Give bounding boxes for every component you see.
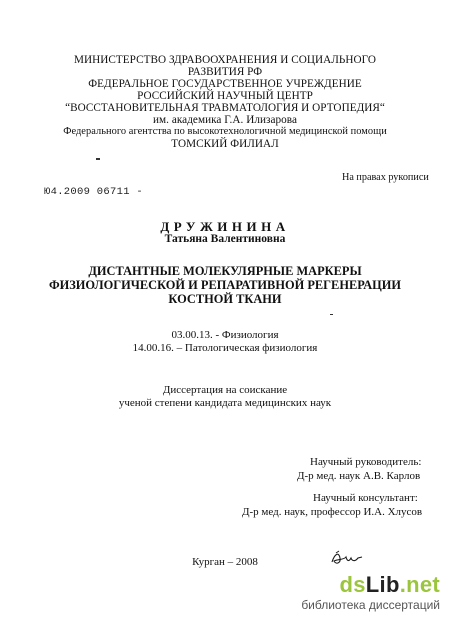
- manuscript-rights-note: На правах рукописи: [342, 172, 429, 183]
- scan-mark: [330, 314, 333, 315]
- city-year: Курган – 2008: [192, 556, 258, 568]
- branch-line: ТОМСКИЙ ФИЛИАЛ: [171, 138, 279, 150]
- institution-line-3: “ВОССТАНОВИТЕЛЬНАЯ ТРАВМАТОЛОГИЯ И ОРТОПЕДИЯ“: [65, 102, 385, 114]
- supervisor-name: Д-р мед. наук А.В. Карлов: [297, 470, 421, 482]
- institution-line-2: РОССИЙСКИЙ НАУЧНЫЙ ЦЕНТР: [137, 90, 313, 102]
- institution-line-1: ФЕДЕРАЛЬНОЕ ГОСУДАРСТВЕННОЕ УЧРЕЖДЕНИЕ: [88, 78, 362, 90]
- dissertation-title: [0, 264, 450, 306]
- title-line-3: КОСТНОЙ ТКАНИ: [168, 292, 282, 306]
- author-surname: ДРУЖИНИНА: [160, 219, 290, 234]
- logo-part-net: .net: [399, 572, 440, 597]
- dslib-logo: [301, 574, 440, 596]
- scan-mark: [96, 158, 100, 160]
- logo-part-lib: Lib: [365, 572, 400, 597]
- specialty-2: 14.00.16. – Патологическая физиология: [132, 342, 318, 354]
- ministry-line-2: РАЗВИТИЯ РФ: [187, 66, 263, 78]
- specialty-1: 03.00.13. - Физиология: [171, 329, 279, 341]
- title-line-2: ФИЗИОЛОГИЧЕСКОЙ И РЕПАРАТИВНОЙ РЕГЕНЕРАЦИИ: [48, 278, 402, 292]
- institution-line-4: им. академика Г.А. Илизарова: [152, 114, 297, 126]
- logo-part-ds: ds: [339, 572, 366, 597]
- handwritten-signature: [330, 549, 364, 574]
- degree-line-2: ученой степени кандидата медицинских наук: [118, 397, 332, 409]
- specialties: [0, 329, 450, 355]
- catalog-number-stamp: Ю4.2009 06711 -: [44, 186, 144, 198]
- consultant-label: Научный консультант:: [313, 492, 418, 504]
- supervisor-label: Научный руководитель:: [310, 456, 422, 468]
- degree-statement: [0, 384, 450, 410]
- title-line-1: ДИСТАНТНЫЕ МОЛЕКУЛЯРНЫЕ МАРКЕРЫ: [88, 264, 362, 278]
- ministry-line-1: МИНИСТЕРСТВО ЗДРАВООХРАНЕНИЯ И СОЦИАЛЬНОГО: [74, 54, 376, 66]
- author-name: Татьяна Валентиновна: [164, 233, 286, 245]
- dslib-subtitle: библиотека диссертаций: [301, 598, 440, 612]
- consultant-name: Д-р мед. наук, профессор И.А. Хлусов: [242, 506, 423, 518]
- degree-line-1: Диссертация на соискание: [162, 384, 288, 396]
- agency-line: Федерального агентства по высокотехнологичной медицинской помощи: [63, 126, 387, 137]
- dslib-watermark: [301, 574, 440, 612]
